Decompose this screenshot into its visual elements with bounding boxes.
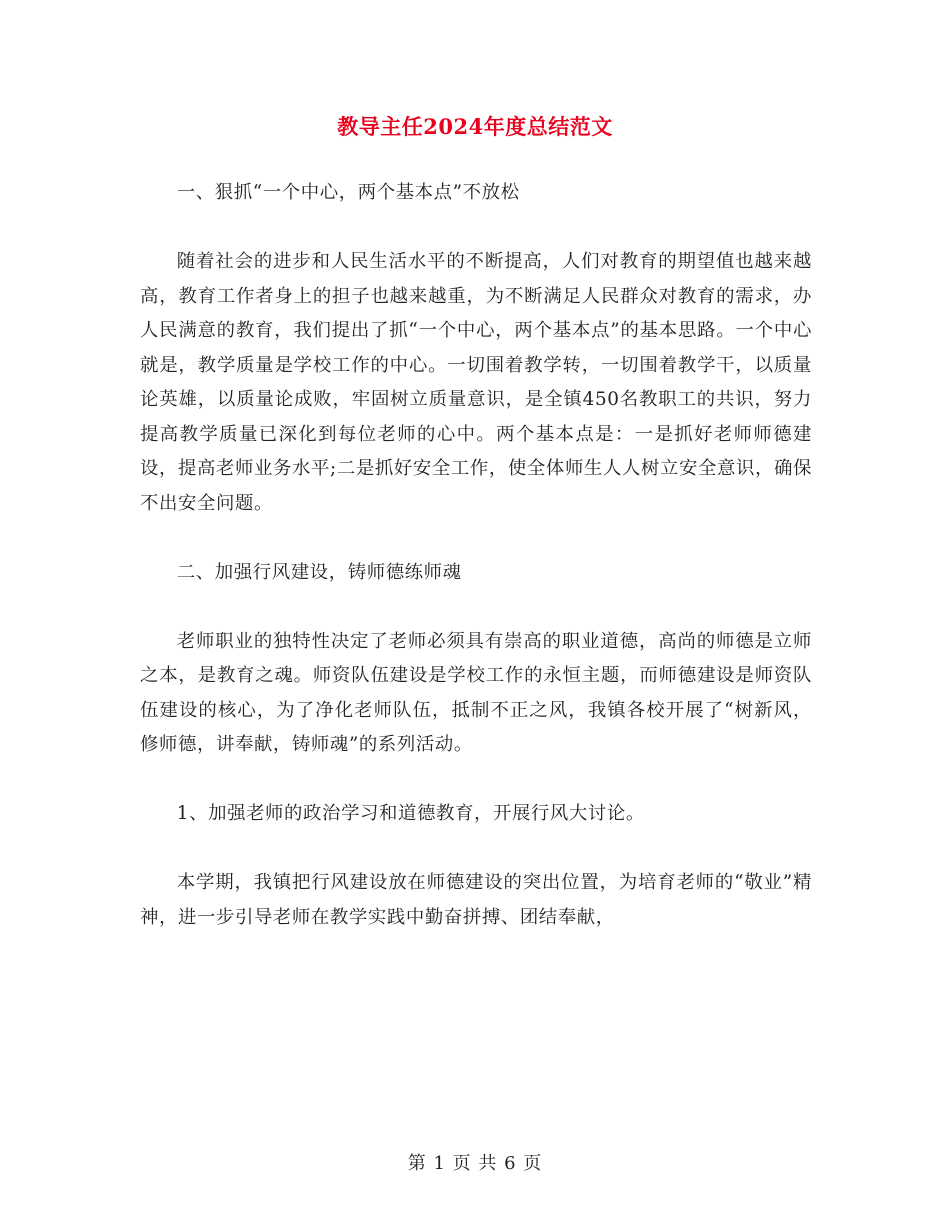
section-heading-1: 一、狠抓“一个中心，两个基本点”不放松 — [176, 182, 520, 203]
subsection-heading-1: 1、加强老师的政治学习和道德教育，开展行风大讨论。 — [176, 803, 645, 824]
section-heading-2: 二、加强行风建设，铸师德练师魂 — [176, 561, 462, 583]
document-title: 教导主任2024年度总结范文 — [337, 114, 613, 139]
paragraph-3: 本学期，我镇把行风建设放在师德建设的突出位置，为培育老师的“敬业”精神，进一步引导老师在教学实践中勤奋拼搏、团结奉献， — [140, 872, 812, 928]
paragraph-1: 随着社会的进步和人民生活水平的不断提高，人们对教育的期望值也越来越高，教育工作者身上的担子也越来越重，为不断满足人民群众对教育的需求，办人民满意的教育，我们提出了抓“一个中心，两个基本点”的基本思路。一个中心就是，教学质量是学校工作的中心。一切围着教学转，一切围着教学干，以质量论英雄，以质量论成败，牢固树立质量意识，是全镇450名教职工的共识，努力提高教学质量已深化到每位老师的心中。两个基本点是：一是抓好老师师德建设，提高老师业务水平;二是抓好安全工作，使全体师生人人树立安全意识，确保不出安全问题。 — [140, 251, 812, 514]
document-body — [140, 176, 812, 935]
paragraph-2: 老师职业的独特性决定了老师必须具有崇高的职业道德，高尚的师德是立师之本，是教育之魂。师资队伍建设是学校工作的永恒主题，而师德建设是师资队伍建设的核心，为了净化老师队伍，抵制不正之风，我镇各校开展了“树新风，修师德，讲奉献，铸师魂”的系列活动。 — [140, 630, 812, 755]
page-number-footer: 第 1 页 共 6 页 — [407, 1153, 543, 1174]
